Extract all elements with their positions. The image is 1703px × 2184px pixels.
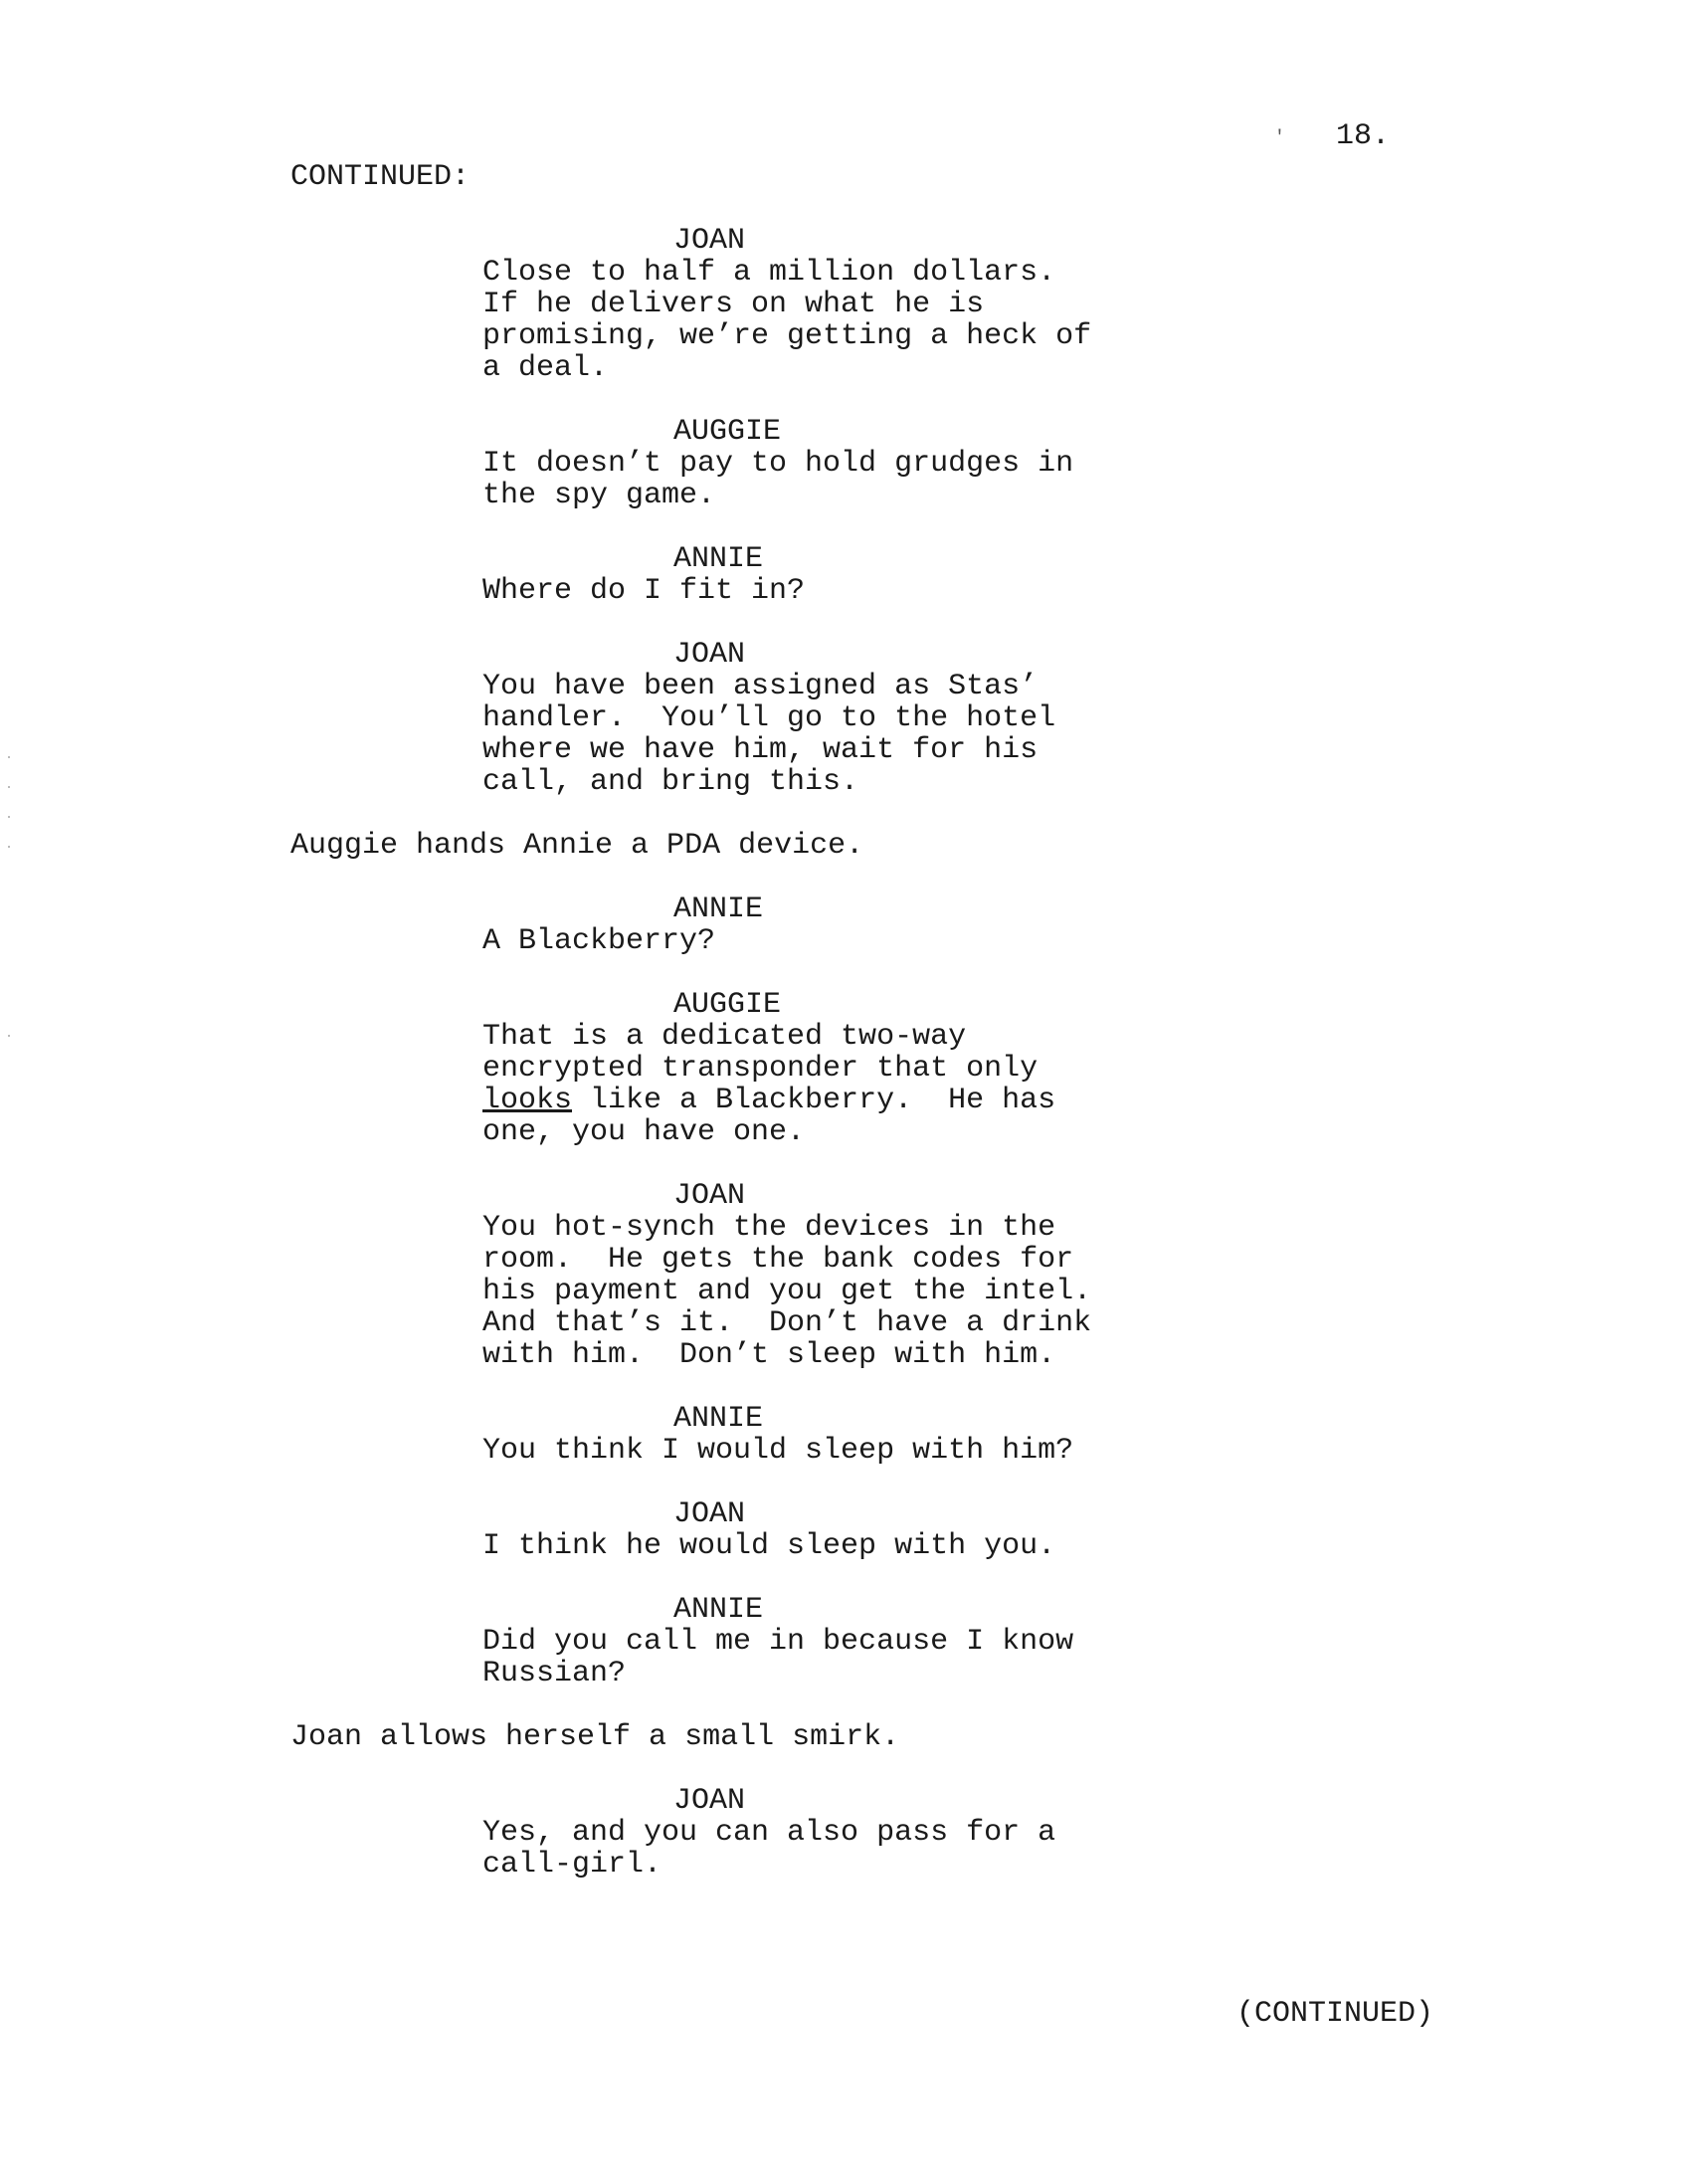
margin-tick-mark: ' xyxy=(1274,128,1285,148)
character-cue: ANNIE xyxy=(673,1593,764,1627)
character-cue: JOAN xyxy=(673,1497,746,1531)
character-cue: JOAN xyxy=(673,1784,746,1818)
dialogue-line: room. He gets the bank codes for xyxy=(482,1243,1074,1277)
dialogue-line: call, and bring this. xyxy=(482,765,859,799)
scan-speck xyxy=(8,756,10,758)
dialogue-line: his payment and you get the intel. xyxy=(482,1275,1092,1308)
dialogue-line: If he delivers on what he is xyxy=(482,288,985,321)
character-cue: JOAN xyxy=(673,224,746,258)
character-cue: JOAN xyxy=(673,1179,746,1213)
dialogue-line: call-girl. xyxy=(482,1848,662,1882)
dialogue-line: You think I would sleep with him? xyxy=(482,1434,1074,1468)
dialogue-line: You hot-synch the devices in the xyxy=(482,1211,1056,1245)
page-number: 18. xyxy=(1336,119,1391,153)
character-cue: ANNIE xyxy=(673,1402,764,1436)
scan-speck xyxy=(8,846,10,848)
character-cue: ANNIE xyxy=(673,893,764,926)
dialogue-line: You have been assigned as Stas’ xyxy=(482,670,1039,703)
scan-speck xyxy=(8,786,10,788)
dialogue-line-with-underline: looks like a Blackberry. He has xyxy=(482,1084,1056,1117)
dialogue-line: a deal. xyxy=(482,351,609,385)
dialogue-line: It doesn’t pay to hold grudges in xyxy=(482,447,1074,481)
dialogue-line: Close to half a million dollars. xyxy=(482,256,1056,290)
dialogue-line: That is a dedicated two-way xyxy=(482,1020,967,1054)
character-cue: AUGGIE xyxy=(673,415,782,449)
dialogue-line: handler. You’ll go to the hotel xyxy=(482,701,1056,735)
dialogue-line: with him. Don’t sleep with him. xyxy=(482,1338,1056,1372)
underlined-word: looks xyxy=(482,1084,573,1117)
dialogue-line: one, you have one. xyxy=(482,1115,806,1149)
dialogue-line: promising, we’re getting a heck of xyxy=(482,319,1092,353)
continued-header: CONTINUED: xyxy=(290,160,471,194)
scan-speck xyxy=(8,816,10,818)
dialogue-line: the spy game. xyxy=(482,479,716,512)
dialogue-line: where we have him, wait for his xyxy=(482,733,1039,767)
dialogue-line: Yes, and you can also pass for a xyxy=(482,1816,1056,1850)
character-cue: JOAN xyxy=(673,638,746,672)
dialogue-line: Russian? xyxy=(482,1657,627,1690)
dialogue-line: encrypted transponder that only xyxy=(482,1052,1039,1086)
dialogue-line: A Blackberry? xyxy=(482,924,716,958)
character-cue: ANNIE xyxy=(673,542,764,576)
dialogue-line: And that’s it. Don’t have a drink xyxy=(482,1306,1092,1340)
dialogue-line: Where do I fit in? xyxy=(482,574,806,608)
character-cue: AUGGIE xyxy=(673,988,782,1022)
dialogue-line: Did you call me in because I know xyxy=(482,1625,1074,1659)
action-line: Auggie hands Annie a PDA device. xyxy=(290,829,864,863)
action-line: Joan allows herself a small smirk. xyxy=(290,1720,900,1754)
continued-footer: (CONTINUED) xyxy=(1236,1997,1434,2031)
scan-speck xyxy=(8,1035,10,1037)
dialogue-line: I think he would sleep with you. xyxy=(482,1529,1056,1563)
